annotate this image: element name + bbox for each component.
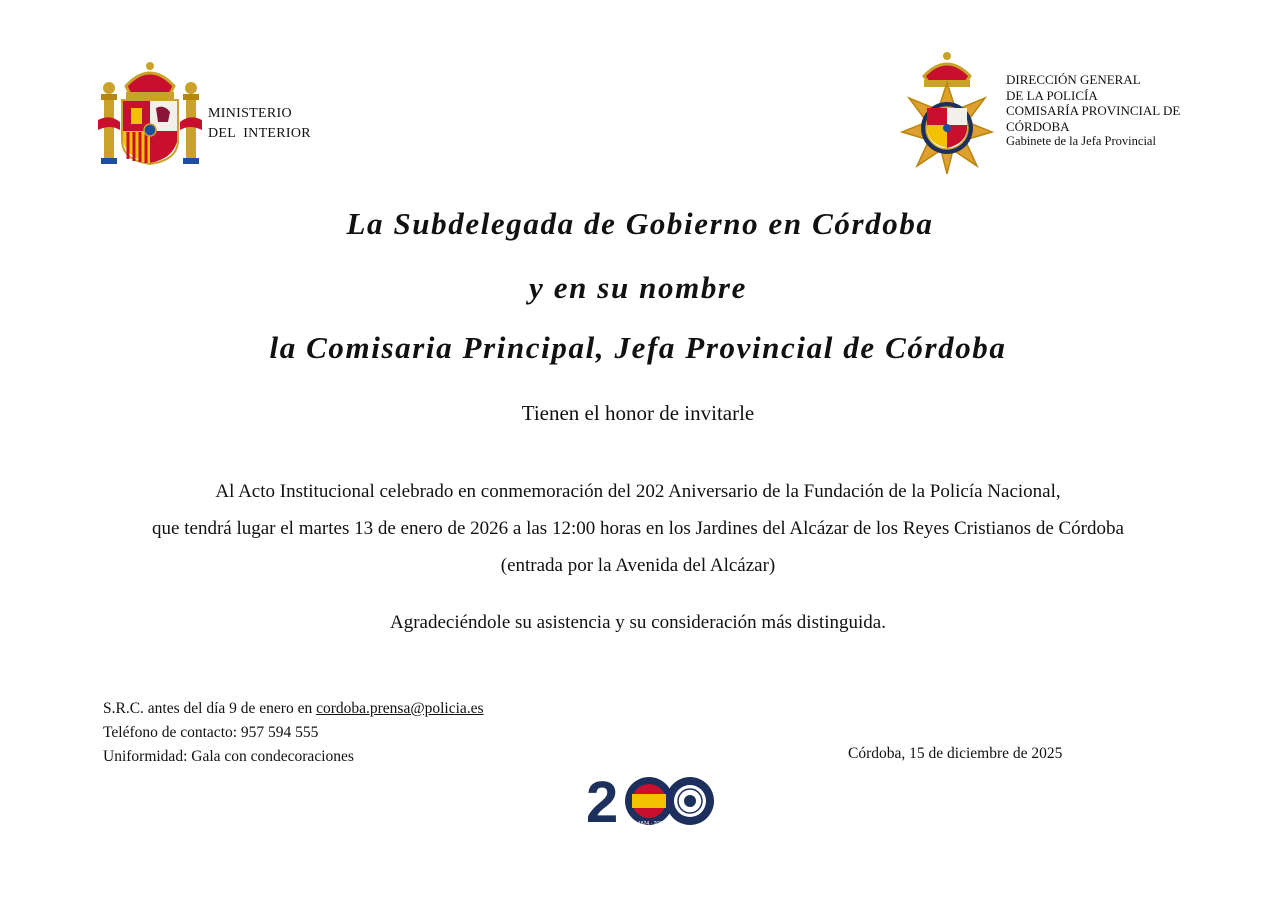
title-line-1: La Subdelegada de Gobierno en Córdoba — [346, 206, 934, 241]
policia-nacional-badge-icon — [900, 50, 994, 174]
thanks-line: Agradeciéndole su asistencia y su consideración más distinguida. — [390, 612, 886, 633]
directorate-line-5: Gabinete de la Jefa Provincial — [1006, 134, 1156, 148]
title-line-2: y en su nombre — [529, 270, 747, 305]
body-line-1: Al Acto Institucional celebrado en conmemoración del 202 Aniversario de la Fundación de la Policía Nacional, — [215, 481, 1061, 502]
spain-coat-of-arms-icon — [98, 60, 202, 168]
rsvp-line — [103, 697, 484, 721]
honor-line: Tienen el honor de invitarle — [521, 401, 755, 425]
rsvp-email-link[interactable]: cordoba.prensa@policia.es — [316, 700, 484, 717]
rsvp-prefix: S.R.C. antes del día 9 de enero en — [103, 700, 317, 717]
directorate-line-1: DIRECCIÓN GENERAL — [1006, 72, 1141, 87]
title-line-3: la Comisaria Principal, Jefa Provincial de Córdoba — [269, 330, 1007, 365]
directorate-line-4: CÓRDOBA — [1006, 118, 1070, 134]
invitation-body — [0, 473, 1276, 584]
phone-line: Teléfono de contacto: 957 594 555 — [103, 724, 319, 741]
directorate-line-2: DE LA POLICÍA — [1006, 87, 1098, 103]
logo-digit-2: 2 — [586, 772, 619, 828]
police-header — [900, 50, 1230, 175]
footer-contact — [103, 697, 484, 769]
body-line-3: (entrada por la Avenida del Alcázar) — [500, 555, 776, 576]
uniform-line: Uniformidad: Gala con condecoraciones — [103, 748, 354, 765]
200-anniversary-logo — [586, 772, 716, 828]
directorate-line-3: COMISARÍA PROVINCIAL DE — [1006, 103, 1181, 118]
police-directorate — [1006, 72, 1180, 150]
ministry-line-1: MINISTERIO — [208, 106, 292, 121]
ministry-name — [208, 104, 311, 144]
date-place: Córdoba, 15 de diciembre de 2025 — [848, 745, 1063, 762]
body-line-2: que tendrá lugar el martes 13 de enero de 2026 a las 12:00 horas en los Jardines del Alcázar de los Reyes Cristianos de Córdoba — [152, 518, 1124, 539]
ministry-line-2: DEL INTERIOR — [208, 126, 311, 141]
logo-years: 1824 · 2024 — [638, 821, 665, 827]
ministry-header — [98, 60, 358, 170]
